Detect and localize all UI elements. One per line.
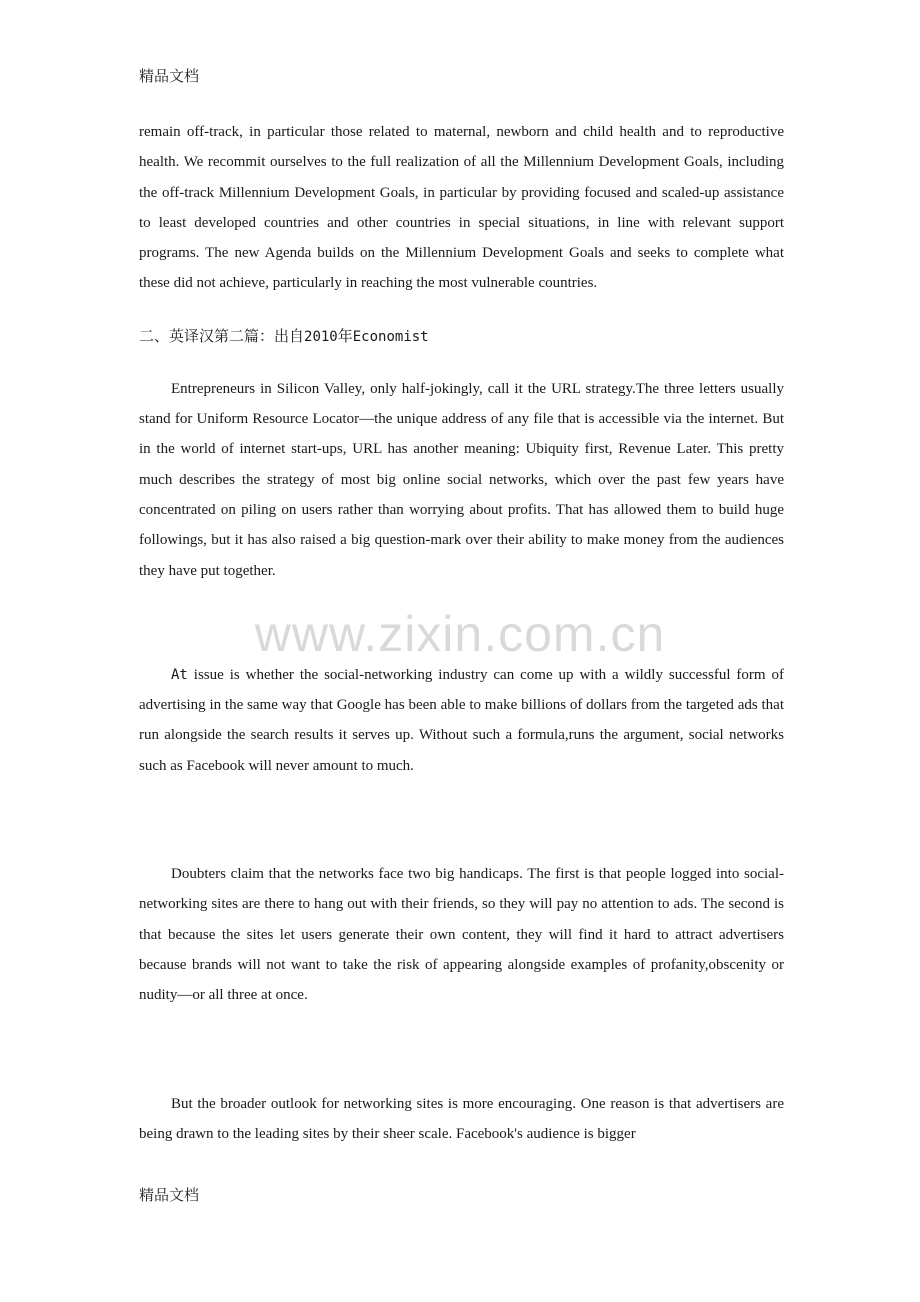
page-header: 精品文档 bbox=[139, 67, 200, 85]
paragraph-lead-word: At bbox=[171, 666, 188, 683]
page-footer: 精品文档 bbox=[139, 1186, 200, 1204]
paragraph-advertising-issue bbox=[139, 660, 784, 781]
heading-source: Economist bbox=[352, 328, 429, 345]
paragraph-gap bbox=[139, 1011, 784, 1089]
heading-year: 2010 bbox=[304, 328, 338, 345]
heading-text: 二、英译汉第二篇：出自 bbox=[139, 326, 305, 345]
watermark: www.zixin.com.cn bbox=[254, 606, 666, 662]
paragraph-broader-outlook: But the broader outlook for networking sites is more encouraging. One reason is that advertisers are being drawn to the leading sites by their sheer scale. Facebook's audience is bigger bbox=[139, 1095, 784, 1142]
paragraph-text: issue is whether the social-networking industry can come up with a wildly successful form of advertising in the same way that Google has been able to make billions of dollars from the targeted ads that run alongside the search results it serves up. Without such a formula,runs the argument, social networks such as Facebook will never amount to much. bbox=[139, 666, 784, 774]
heading-text-year-suffix: 年 bbox=[337, 326, 353, 345]
paragraph-doubters: Doubters claim that the networks face two big handicaps. The first is that people logged into social-networking sites are there to hang out with their friends, so they will pay no attention to ads. The second is that because the sites let users generate their own content, they will find it hard to attract advertisers because brands will not want to take the risk of appearing alongside examples of profanity,obscenity or nudity—or all three at once. bbox=[139, 866, 784, 1004]
paragraph-mdg-continuation: remain off-track, in particular those related to maternal, newborn and child health and to reproductive health. We recommit ourselves to the full realization of all the Millennium Development Goals, including the off-track Millennium Development Goals, in particular by providing focused and scaled-up assistance to least developed countries and other countries in special situations, in line with relevant support programs. The new Agenda builds on the Millennium Development Goals and seeks to complete what these did not achieve, particularly in reaching the most vulnerable countries. bbox=[139, 124, 784, 292]
paragraph-gap bbox=[139, 781, 784, 859]
paragraph-url-strategy: Entrepreneurs in Silicon Valley, only half-jokingly, call it the URL strategy.The three letters usually stand for Uniform Resource Locator—the unique address of any file that is accessible via the internet. But in the world of internet start-ups, URL has another meaning: Ubiquity first, Revenue Later. This pretty much describes the strategy of most big online social networks, which over the past few years have concentrated on piling on users rather than worrying about profits. That has allowed them to build huge followings, but it has also raised a big question-mark over their ability to make money from the audiences they have put together. bbox=[139, 380, 784, 579]
section-heading bbox=[139, 321, 784, 352]
